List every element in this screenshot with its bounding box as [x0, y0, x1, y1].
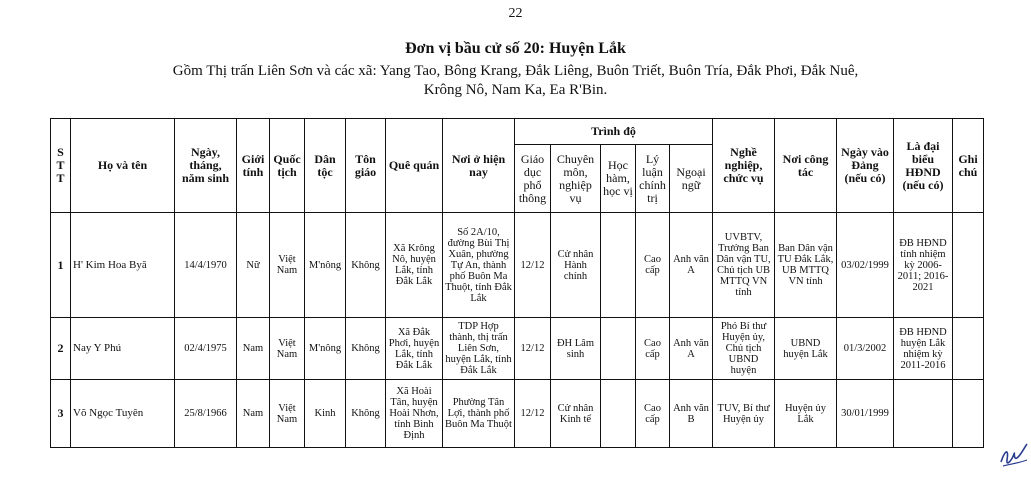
- subtitle-line-2: Krông Nô, Nam Ka, Ea R'Bin.: [423, 82, 608, 98]
- header-dob: Ngày, tháng, năm sinh: [175, 119, 237, 213]
- cell-name: Võ Ngọc Tuyên: [71, 380, 175, 448]
- header-gender: Giới tính: [237, 119, 270, 213]
- cell-professional: Cử nhân Hành chính: [551, 213, 601, 318]
- header-workplace: Nơi công tác: [775, 119, 837, 213]
- header-education: Trình độ: [515, 119, 713, 145]
- subtitle-line-1: Gồm Thị trấn Liên Sơn và các xã: Yang Tao, Bông Krang, Đắk Liêng, Buôn Triết, Buôn Tría, Đắk Phơi, Đắk Nuê,: [172, 63, 859, 79]
- header-political: Lý luận chính trị: [636, 145, 670, 213]
- cell-nationality: Việt Nam: [270, 318, 305, 380]
- cell-general-edu: 12/12: [515, 380, 551, 448]
- cell-occupation: TUV, Bí thư Huyện ủy: [713, 380, 775, 448]
- cell-residence: Phường Tân Lợi, thành phố Buôn Ma Thuột: [443, 380, 515, 448]
- cell-hometown: Xã Hoài Tân, huyện Hoài Nhơn, tỉnh Bình Định: [386, 380, 443, 448]
- cell-political: Cao cấp: [636, 318, 670, 380]
- cell-general-edu: 12/12: [515, 213, 551, 318]
- cell-political: Cao cấp: [636, 213, 670, 318]
- cell-delegate: [894, 380, 953, 448]
- header-note: Ghi chú: [953, 119, 984, 213]
- cell-general-edu: 12/12: [515, 318, 551, 380]
- cell-nationality: Việt Nam: [270, 380, 305, 448]
- candidate-table: [50, 118, 984, 448]
- cell-workplace: Ban Dân vận TU Đắk Lắk, UB MTTQ VN tỉnh: [775, 213, 837, 318]
- cell-stt: 2: [51, 318, 71, 380]
- table-row: [51, 318, 984, 380]
- cell-name: H' Kim Hoa Byă: [71, 213, 175, 318]
- cell-dob: 25/8/1966: [175, 380, 237, 448]
- header-religion: Tôn giáo: [346, 119, 386, 213]
- cell-stt: 3: [51, 380, 71, 448]
- cell-note: [953, 318, 984, 380]
- cell-political: Cao cấp: [636, 380, 670, 448]
- cell-stt: 1: [51, 213, 71, 318]
- cell-occupation: Phó Bí thư Huyện ủy, Chủ tịch UBND huyện: [713, 318, 775, 380]
- cell-residence: TDP Hợp thành, thị trấn Liên Sơn, huyện Lắk, tỉnh Đắk Lắk: [443, 318, 515, 380]
- cell-gender: Nữ: [237, 213, 270, 318]
- cell-hometown: Xã Đắk Phơi, huyện Lắk, tỉnh Đắk Lắk: [386, 318, 443, 380]
- header-party-date: Ngày vào Đảng (nếu có): [837, 119, 894, 213]
- cell-religion: Không: [346, 380, 386, 448]
- cell-professional: Cử nhân Kinh tế: [551, 380, 601, 448]
- cell-workplace: UBND huyện Lắk: [775, 318, 837, 380]
- cell-ethnicity: M'nông: [305, 318, 346, 380]
- header-general-edu: Giáo dục phổ thông: [515, 145, 551, 213]
- cell-academic: [601, 380, 636, 448]
- cell-professional: ĐH Lâm sinh: [551, 318, 601, 380]
- header-residence: Nơi ở hiện nay: [443, 119, 515, 213]
- header-nationality: Quốc tịch: [270, 119, 305, 213]
- cell-delegate: ĐB HĐND tỉnh nhiệm kỳ 2006-2011; 2016-2021: [894, 213, 953, 318]
- header-hometown: Quê quán: [386, 119, 443, 213]
- header-name: Họ và tên: [71, 119, 175, 213]
- cell-foreign-lang: Anh văn B: [670, 380, 713, 448]
- cell-gender: Nam: [237, 318, 270, 380]
- header-stt: S T T: [51, 119, 71, 213]
- cell-academic: [601, 213, 636, 318]
- document-title: Đơn vị bầu cử số 20: Huyện Lắk: [405, 40, 626, 57]
- cell-religion: Không: [346, 318, 386, 380]
- cell-academic: [601, 318, 636, 380]
- header-professional: Chuyên môn, nghiệp vụ: [551, 145, 601, 213]
- cell-gender: Nam: [237, 380, 270, 448]
- cell-religion: Không: [346, 213, 386, 318]
- cell-party-date: 03/02/1999: [837, 213, 894, 318]
- cell-foreign-lang: Anh văn A: [670, 318, 713, 380]
- header-academic: Học hàm, học vị: [601, 145, 636, 213]
- cell-party-date: 30/01/1999: [837, 380, 894, 448]
- table-row: [51, 380, 984, 448]
- header-delegate: Là đại biểu HĐND (nếu có): [894, 119, 953, 213]
- header-ethnicity: Dân tộc: [305, 119, 346, 213]
- cell-dob: 14/4/1970: [175, 213, 237, 318]
- page-number: 22: [508, 6, 523, 21]
- cell-residence: Số 2A/10, đường Bùi Thị Xuân, phường Tự An, thành phố Buôn Ma Thuột, tỉnh Đắk Lắk: [443, 213, 515, 318]
- cell-workplace: Huyện ủy Lắk: [775, 380, 837, 448]
- cell-ethnicity: M'nông: [305, 213, 346, 318]
- cell-nationality: Việt Nam: [270, 213, 305, 318]
- cell-hometown: Xã Krông Nô, huyện Lắk, tỉnh Đắk Lắk: [386, 213, 443, 318]
- header-occupation: Nghề nghiệp, chức vụ: [713, 119, 775, 213]
- header-foreign-lang: Ngoại ngữ: [670, 145, 713, 213]
- table-row: [51, 213, 984, 318]
- cell-ethnicity: Kinh: [305, 380, 346, 448]
- cell-delegate: ĐB HĐND huyện Lắk nhiệm kỳ 2011-2016: [894, 318, 953, 380]
- cell-foreign-lang: Anh văn A: [670, 213, 713, 318]
- cell-note: [953, 380, 984, 448]
- signature-mark: [997, 440, 1029, 470]
- cell-name: Nay Y Phú: [71, 318, 175, 380]
- cell-note: [953, 213, 984, 318]
- cell-party-date: 01/3/2002: [837, 318, 894, 380]
- cell-dob: 02/4/1975: [175, 318, 237, 380]
- cell-occupation: UVBTV, Trưởng Ban Dân vận TU, Chủ tịch UB MTTQ VN tỉnh: [713, 213, 775, 318]
